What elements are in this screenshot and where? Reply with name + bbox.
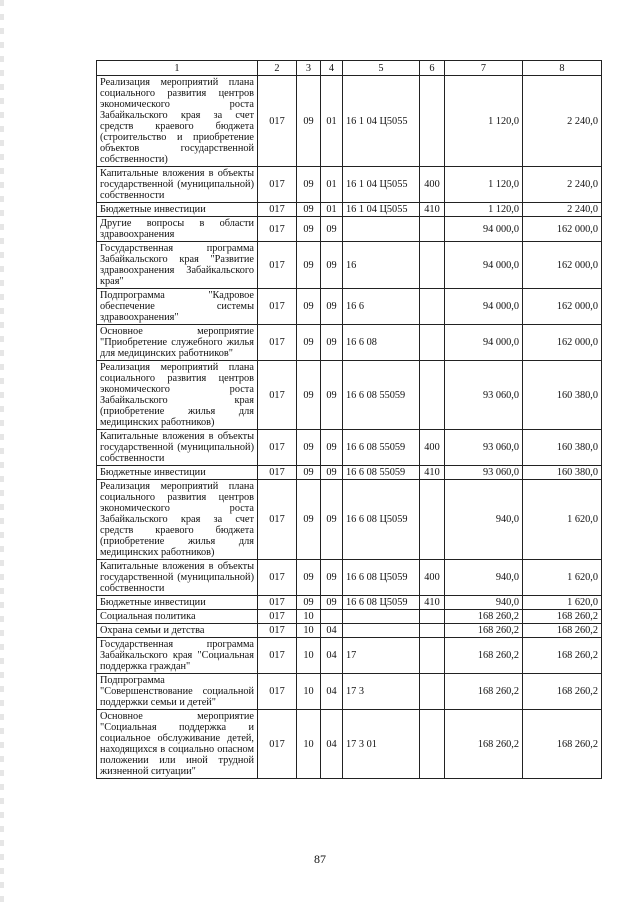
amount-year2-cell: 2 240,0 — [523, 76, 602, 167]
section-code-cell: 09 — [297, 430, 321, 466]
expense-type-cell — [420, 289, 445, 325]
subsection-code-cell: 09 — [321, 430, 343, 466]
row-name-cell: Государственная программа Забайкальского края "Развитие здравоохранения Забайкальского края" — [97, 242, 258, 289]
amount-year2-cell: 168 260,2 — [523, 710, 602, 779]
table-row — [97, 624, 602, 638]
target-article-cell: 16 1 04 Ц5055 — [343, 167, 420, 203]
subsection-code-cell: 04 — [321, 624, 343, 638]
ministry-code-cell: 017 — [258, 76, 297, 167]
ministry-code-cell: 017 — [258, 203, 297, 217]
amount-year2-cell: 1 620,0 — [523, 560, 602, 596]
expense-type-cell: 410 — [420, 596, 445, 610]
target-article-cell: 16 6 — [343, 289, 420, 325]
amount-year1-cell: 940,0 — [445, 480, 523, 560]
subsection-code-cell: 01 — [321, 203, 343, 217]
subsection-code-cell: 09 — [321, 596, 343, 610]
section-code-cell: 09 — [297, 76, 321, 167]
subsection-code-cell: 09 — [321, 242, 343, 289]
subsection-code-cell: 09 — [321, 289, 343, 325]
amount-year1-cell: 93 060,0 — [445, 361, 523, 430]
amount-year1-cell: 94 000,0 — [445, 325, 523, 361]
expense-type-cell — [420, 361, 445, 430]
ministry-code-cell: 017 — [258, 610, 297, 624]
amount-year2-cell: 1 620,0 — [523, 596, 602, 610]
row-name-cell: Бюджетные инвестиции — [97, 596, 258, 610]
section-code-cell: 10 — [297, 624, 321, 638]
row-name-cell: Государственная программа Забайкальского края "Социальная поддержка граждан" — [97, 638, 258, 674]
table-row — [97, 480, 602, 560]
target-article-cell: 16 6 08 — [343, 325, 420, 361]
table-row — [97, 560, 602, 596]
amount-year1-cell: 1 120,0 — [445, 203, 523, 217]
row-name-cell: Бюджетные инвестиции — [97, 203, 258, 217]
section-code-cell: 09 — [297, 217, 321, 242]
col-header: 4 — [321, 61, 343, 76]
amount-year2-cell: 168 260,2 — [523, 610, 602, 624]
section-code-cell: 09 — [297, 596, 321, 610]
amount-year2-cell: 160 380,0 — [523, 361, 602, 430]
amount-year1-cell: 94 000,0 — [445, 217, 523, 242]
row-name-cell: Капитальные вложения в объекты государственной (муниципальной) собственности — [97, 560, 258, 596]
target-article-cell: 16 6 08 55059 — [343, 430, 420, 466]
target-article-cell: 16 1 04 Ц5055 — [343, 76, 420, 167]
section-code-cell: 09 — [297, 361, 321, 430]
row-name-cell: Подпрограмма "Совершенствование социальной поддержки семьи и детей" — [97, 674, 258, 710]
scan-edge-artifact — [0, 0, 4, 905]
target-article-cell — [343, 217, 420, 242]
amount-year1-cell: 1 120,0 — [445, 167, 523, 203]
table-row — [97, 217, 602, 242]
target-article-cell: 16 6 08 Ц5059 — [343, 596, 420, 610]
section-code-cell: 09 — [297, 289, 321, 325]
expense-type-cell — [420, 610, 445, 624]
amount-year1-cell: 94 000,0 — [445, 289, 523, 325]
row-name-cell: Реализация мероприятий плана социального развития центров экономического роста Забайкальского края за счет средств краевого бюджета (приобретение жилья для медицинских работников) — [97, 480, 258, 560]
subsection-code-cell — [321, 610, 343, 624]
section-code-cell: 10 — [297, 610, 321, 624]
row-name-cell: Основное мероприятие "Социальная поддержка и социальное обслуживание детей, находящихся в социально опасном положении или иной трудной жизненной ситуации" — [97, 710, 258, 779]
expense-type-cell — [420, 624, 445, 638]
ministry-code-cell: 017 — [258, 242, 297, 289]
table-header-row — [97, 61, 602, 76]
amount-year2-cell: 2 240,0 — [523, 203, 602, 217]
row-name-cell: Основное мероприятие "Приобретение служебного жилья для медицинских работников" — [97, 325, 258, 361]
ministry-code-cell: 017 — [258, 217, 297, 242]
target-article-cell — [343, 624, 420, 638]
expense-type-cell — [420, 710, 445, 779]
ministry-code-cell: 017 — [258, 674, 297, 710]
ministry-code-cell: 017 — [258, 560, 297, 596]
ministry-code-cell: 017 — [258, 480, 297, 560]
amount-year2-cell: 162 000,0 — [523, 289, 602, 325]
subsection-code-cell: 04 — [321, 638, 343, 674]
section-code-cell: 09 — [297, 203, 321, 217]
amount-year2-cell: 1 620,0 — [523, 480, 602, 560]
table-row — [97, 167, 602, 203]
row-name-cell: Социальная политика — [97, 610, 258, 624]
ministry-code-cell: 017 — [258, 167, 297, 203]
table-row — [97, 674, 602, 710]
expense-type-cell — [420, 480, 445, 560]
amount-year1-cell: 93 060,0 — [445, 430, 523, 466]
expense-type-cell — [420, 217, 445, 242]
expense-type-cell — [420, 638, 445, 674]
target-article-cell: 16 6 08 55059 — [343, 361, 420, 430]
target-article-cell: 16 6 08 55059 — [343, 466, 420, 480]
amount-year2-cell: 160 380,0 — [523, 466, 602, 480]
amount-year2-cell: 168 260,2 — [523, 674, 602, 710]
table-row — [97, 596, 602, 610]
ministry-code-cell: 017 — [258, 596, 297, 610]
section-code-cell: 10 — [297, 674, 321, 710]
table-row — [97, 610, 602, 624]
section-code-cell: 10 — [297, 638, 321, 674]
expense-type-cell — [420, 674, 445, 710]
row-name-cell: Другие вопросы в области здравоохранения — [97, 217, 258, 242]
col-header: 8 — [523, 61, 602, 76]
subsection-code-cell: 01 — [321, 76, 343, 167]
expense-type-cell — [420, 242, 445, 289]
subsection-code-cell: 04 — [321, 710, 343, 779]
amount-year2-cell: 162 000,0 — [523, 217, 602, 242]
amount-year1-cell: 168 260,2 — [445, 638, 523, 674]
ministry-code-cell: 017 — [258, 710, 297, 779]
target-article-cell: 16 6 08 Ц5059 — [343, 480, 420, 560]
amount-year2-cell: 162 000,0 — [523, 325, 602, 361]
col-header: 5 — [343, 61, 420, 76]
amount-year1-cell: 168 260,2 — [445, 610, 523, 624]
subsection-code-cell: 01 — [321, 167, 343, 203]
subsection-code-cell: 09 — [321, 361, 343, 430]
expense-type-cell: 410 — [420, 203, 445, 217]
ministry-code-cell: 017 — [258, 325, 297, 361]
amount-year2-cell: 2 240,0 — [523, 167, 602, 203]
target-article-cell: 17 — [343, 638, 420, 674]
ministry-code-cell: 017 — [258, 466, 297, 480]
expense-type-cell: 410 — [420, 466, 445, 480]
amount-year1-cell: 168 260,2 — [445, 674, 523, 710]
amount-year2-cell: 160 380,0 — [523, 430, 602, 466]
col-header: 1 — [97, 61, 258, 76]
ministry-code-cell: 017 — [258, 624, 297, 638]
section-code-cell: 09 — [297, 325, 321, 361]
subsection-code-cell: 09 — [321, 480, 343, 560]
table-row — [97, 638, 602, 674]
row-name-cell: Реализация мероприятий плана социального развития центров экономического роста Забайкальского края за счет средств краевого бюджета (строительство и приобретение объектов государственной собственности) — [97, 76, 258, 167]
ministry-code-cell: 017 — [258, 430, 297, 466]
amount-year1-cell: 168 260,2 — [445, 624, 523, 638]
table-body — [97, 76, 602, 779]
subsection-code-cell: 09 — [321, 466, 343, 480]
row-name-cell: Капитальные вложения в объекты государственной (муниципальной) собственности — [97, 167, 258, 203]
target-article-cell: 17 3 — [343, 674, 420, 710]
target-article-cell: 16 6 08 Ц5059 — [343, 560, 420, 596]
amount-year1-cell: 168 260,2 — [445, 710, 523, 779]
section-code-cell: 09 — [297, 167, 321, 203]
target-article-cell — [343, 610, 420, 624]
table-row — [97, 76, 602, 167]
subsection-code-cell: 04 — [321, 674, 343, 710]
table-row — [97, 325, 602, 361]
target-article-cell: 17 3 01 — [343, 710, 420, 779]
amount-year1-cell: 1 120,0 — [445, 76, 523, 167]
amount-year1-cell: 94 000,0 — [445, 242, 523, 289]
row-name-cell: Охрана семьи и детства — [97, 624, 258, 638]
amount-year1-cell: 940,0 — [445, 560, 523, 596]
section-code-cell: 09 — [297, 466, 321, 480]
table-row — [97, 242, 602, 289]
expense-type-cell — [420, 76, 445, 167]
table-row — [97, 710, 602, 779]
table-row — [97, 203, 602, 217]
col-header: 2 — [258, 61, 297, 76]
amount-year1-cell: 940,0 — [445, 596, 523, 610]
col-header: 7 — [445, 61, 523, 76]
target-article-cell: 16 — [343, 242, 420, 289]
ministry-code-cell: 017 — [258, 638, 297, 674]
expense-type-cell: 400 — [420, 167, 445, 203]
page-number: 87 — [314, 852, 326, 866]
amount-year1-cell: 93 060,0 — [445, 466, 523, 480]
ministry-code-cell: 017 — [258, 361, 297, 430]
subsection-code-cell: 09 — [321, 560, 343, 596]
col-header: 6 — [420, 61, 445, 76]
section-code-cell: 09 — [297, 560, 321, 596]
section-code-cell: 09 — [297, 242, 321, 289]
table-row — [97, 466, 602, 480]
ministry-code-cell: 017 — [258, 289, 297, 325]
row-name-cell: Бюджетные инвестиции — [97, 466, 258, 480]
table-row — [97, 289, 602, 325]
target-article-cell: 16 1 04 Ц5055 — [343, 203, 420, 217]
row-name-cell: Капитальные вложения в объекты государственной (муниципальной) собственности — [97, 430, 258, 466]
subsection-code-cell: 09 — [321, 217, 343, 242]
budget-table — [96, 60, 602, 779]
row-name-cell: Реализация мероприятий плана социального развития центров экономического роста Забайкальского края (приобретение жилья для медицинских работников) — [97, 361, 258, 430]
row-name-cell: Подпрограмма "Кадровое обеспечение системы здравоохранения" — [97, 289, 258, 325]
amount-year2-cell: 168 260,2 — [523, 638, 602, 674]
table-row — [97, 430, 602, 466]
section-code-cell: 09 — [297, 480, 321, 560]
col-header: 3 — [297, 61, 321, 76]
amount-year2-cell: 162 000,0 — [523, 242, 602, 289]
expense-type-cell — [420, 325, 445, 361]
amount-year2-cell: 168 260,2 — [523, 624, 602, 638]
expense-type-cell: 400 — [420, 430, 445, 466]
expense-type-cell: 400 — [420, 560, 445, 596]
subsection-code-cell: 09 — [321, 325, 343, 361]
table-row — [97, 361, 602, 430]
section-code-cell: 10 — [297, 710, 321, 779]
